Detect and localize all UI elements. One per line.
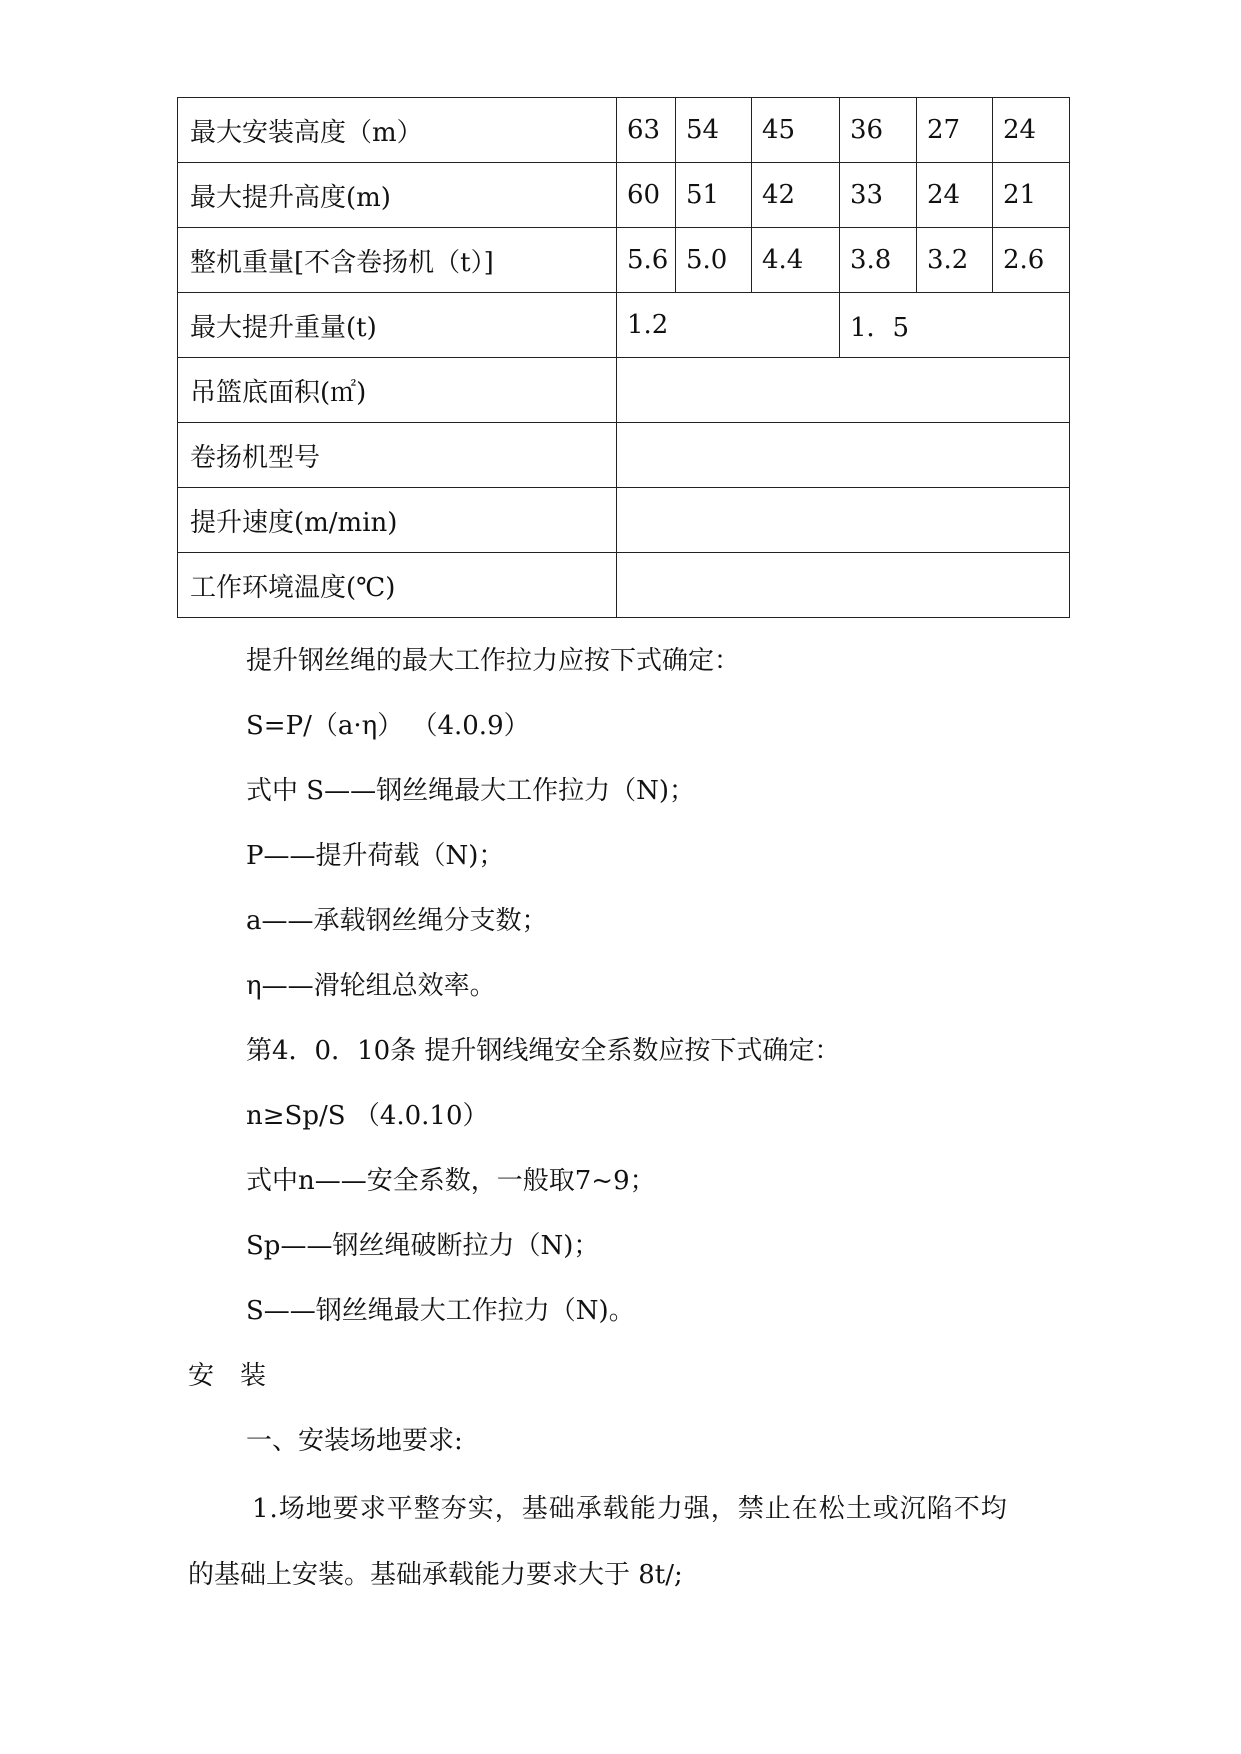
subsection-title: 一、安装场地要求: [246,1426,463,1456]
table-cell [617,553,1070,618]
table-cell: 5.0 [676,228,752,293]
table-cell: 60 [617,163,676,228]
table-cell: 1．5 [840,293,1070,358]
row-label: 工作环境温度(℃) [178,553,617,618]
table-cell: 36 [840,98,917,163]
spec-table [177,97,1070,618]
paragraph-line: 的基础上安装。基础承载能力要求大于 8t/; [188,1560,683,1590]
row-label: 卷扬机型号 [178,423,617,488]
table-cell: 4.4 [752,228,840,293]
formula-line: S=P/（a·η） （4.0.9） [246,711,530,741]
section-title: 安 装 [188,1361,267,1391]
table-row [178,488,1070,553]
table-row [178,553,1070,618]
row-label: 整机重量[不含卷扬机（t）] [178,228,617,293]
table-cell: 21 [993,163,1070,228]
table-cell: 24 [993,98,1070,163]
text-line: a——承载钢丝绳分支数； [246,906,548,936]
row-label: 提升速度(m/min) [178,488,617,553]
table-cell [617,358,1070,423]
text-line: η——滑轮组总效率。 [246,971,496,1001]
row-label: 最大提升重量(t) [178,293,617,358]
table-row [178,423,1070,488]
table-cell: 24 [917,163,993,228]
text-line: 式中 S——钢丝绳最大工作拉力（N)； [246,776,695,806]
table-cell: 3.8 [840,228,917,293]
table-cell [617,423,1070,488]
table-row [178,228,1070,293]
table-cell: 63 [617,98,676,163]
paragraph-line: 1.场地要求平整夯实，基础承载能力强，禁止在松土或沉陷不均 [252,1494,1008,1524]
table-cell: 33 [840,163,917,228]
table-row [178,293,1070,358]
table-cell: 27 [917,98,993,163]
table-cell: 2.6 [993,228,1070,293]
table-cell: 42 [752,163,840,228]
table-cell: 54 [676,98,752,163]
text-line: 提升钢丝绳的最大工作拉力应按下式确定： [246,646,741,676]
row-label: 吊篮底面积(㎡) [178,358,617,423]
table-row [178,163,1070,228]
table-cell: 51 [676,163,752,228]
text-line: 式中n——安全系数，一般取7~9； [246,1166,656,1196]
formula-line: n≥Sp/S （4.0.10） [246,1101,489,1131]
table-cell [617,488,1070,553]
table-cell: 45 [752,98,840,163]
row-label: 最大安装高度（m） [178,98,617,163]
clause-heading: 第4．0．10条 提升钢线绳安全系数应按下式确定： [246,1036,841,1066]
row-label: 最大提升高度(m) [178,163,617,228]
text-line: P——提升荷载（N)； [246,841,505,871]
table-cell: 3.2 [917,228,993,293]
table-row [178,98,1070,163]
table-cell: 5.6 [617,228,676,293]
table-cell: 1.2 [617,293,840,358]
text-line: Sp——钢丝绳破断拉力（N)； [246,1231,600,1261]
text-line: S——钢丝绳最大工作拉力（N)。 [246,1296,635,1326]
table-row [178,358,1070,423]
